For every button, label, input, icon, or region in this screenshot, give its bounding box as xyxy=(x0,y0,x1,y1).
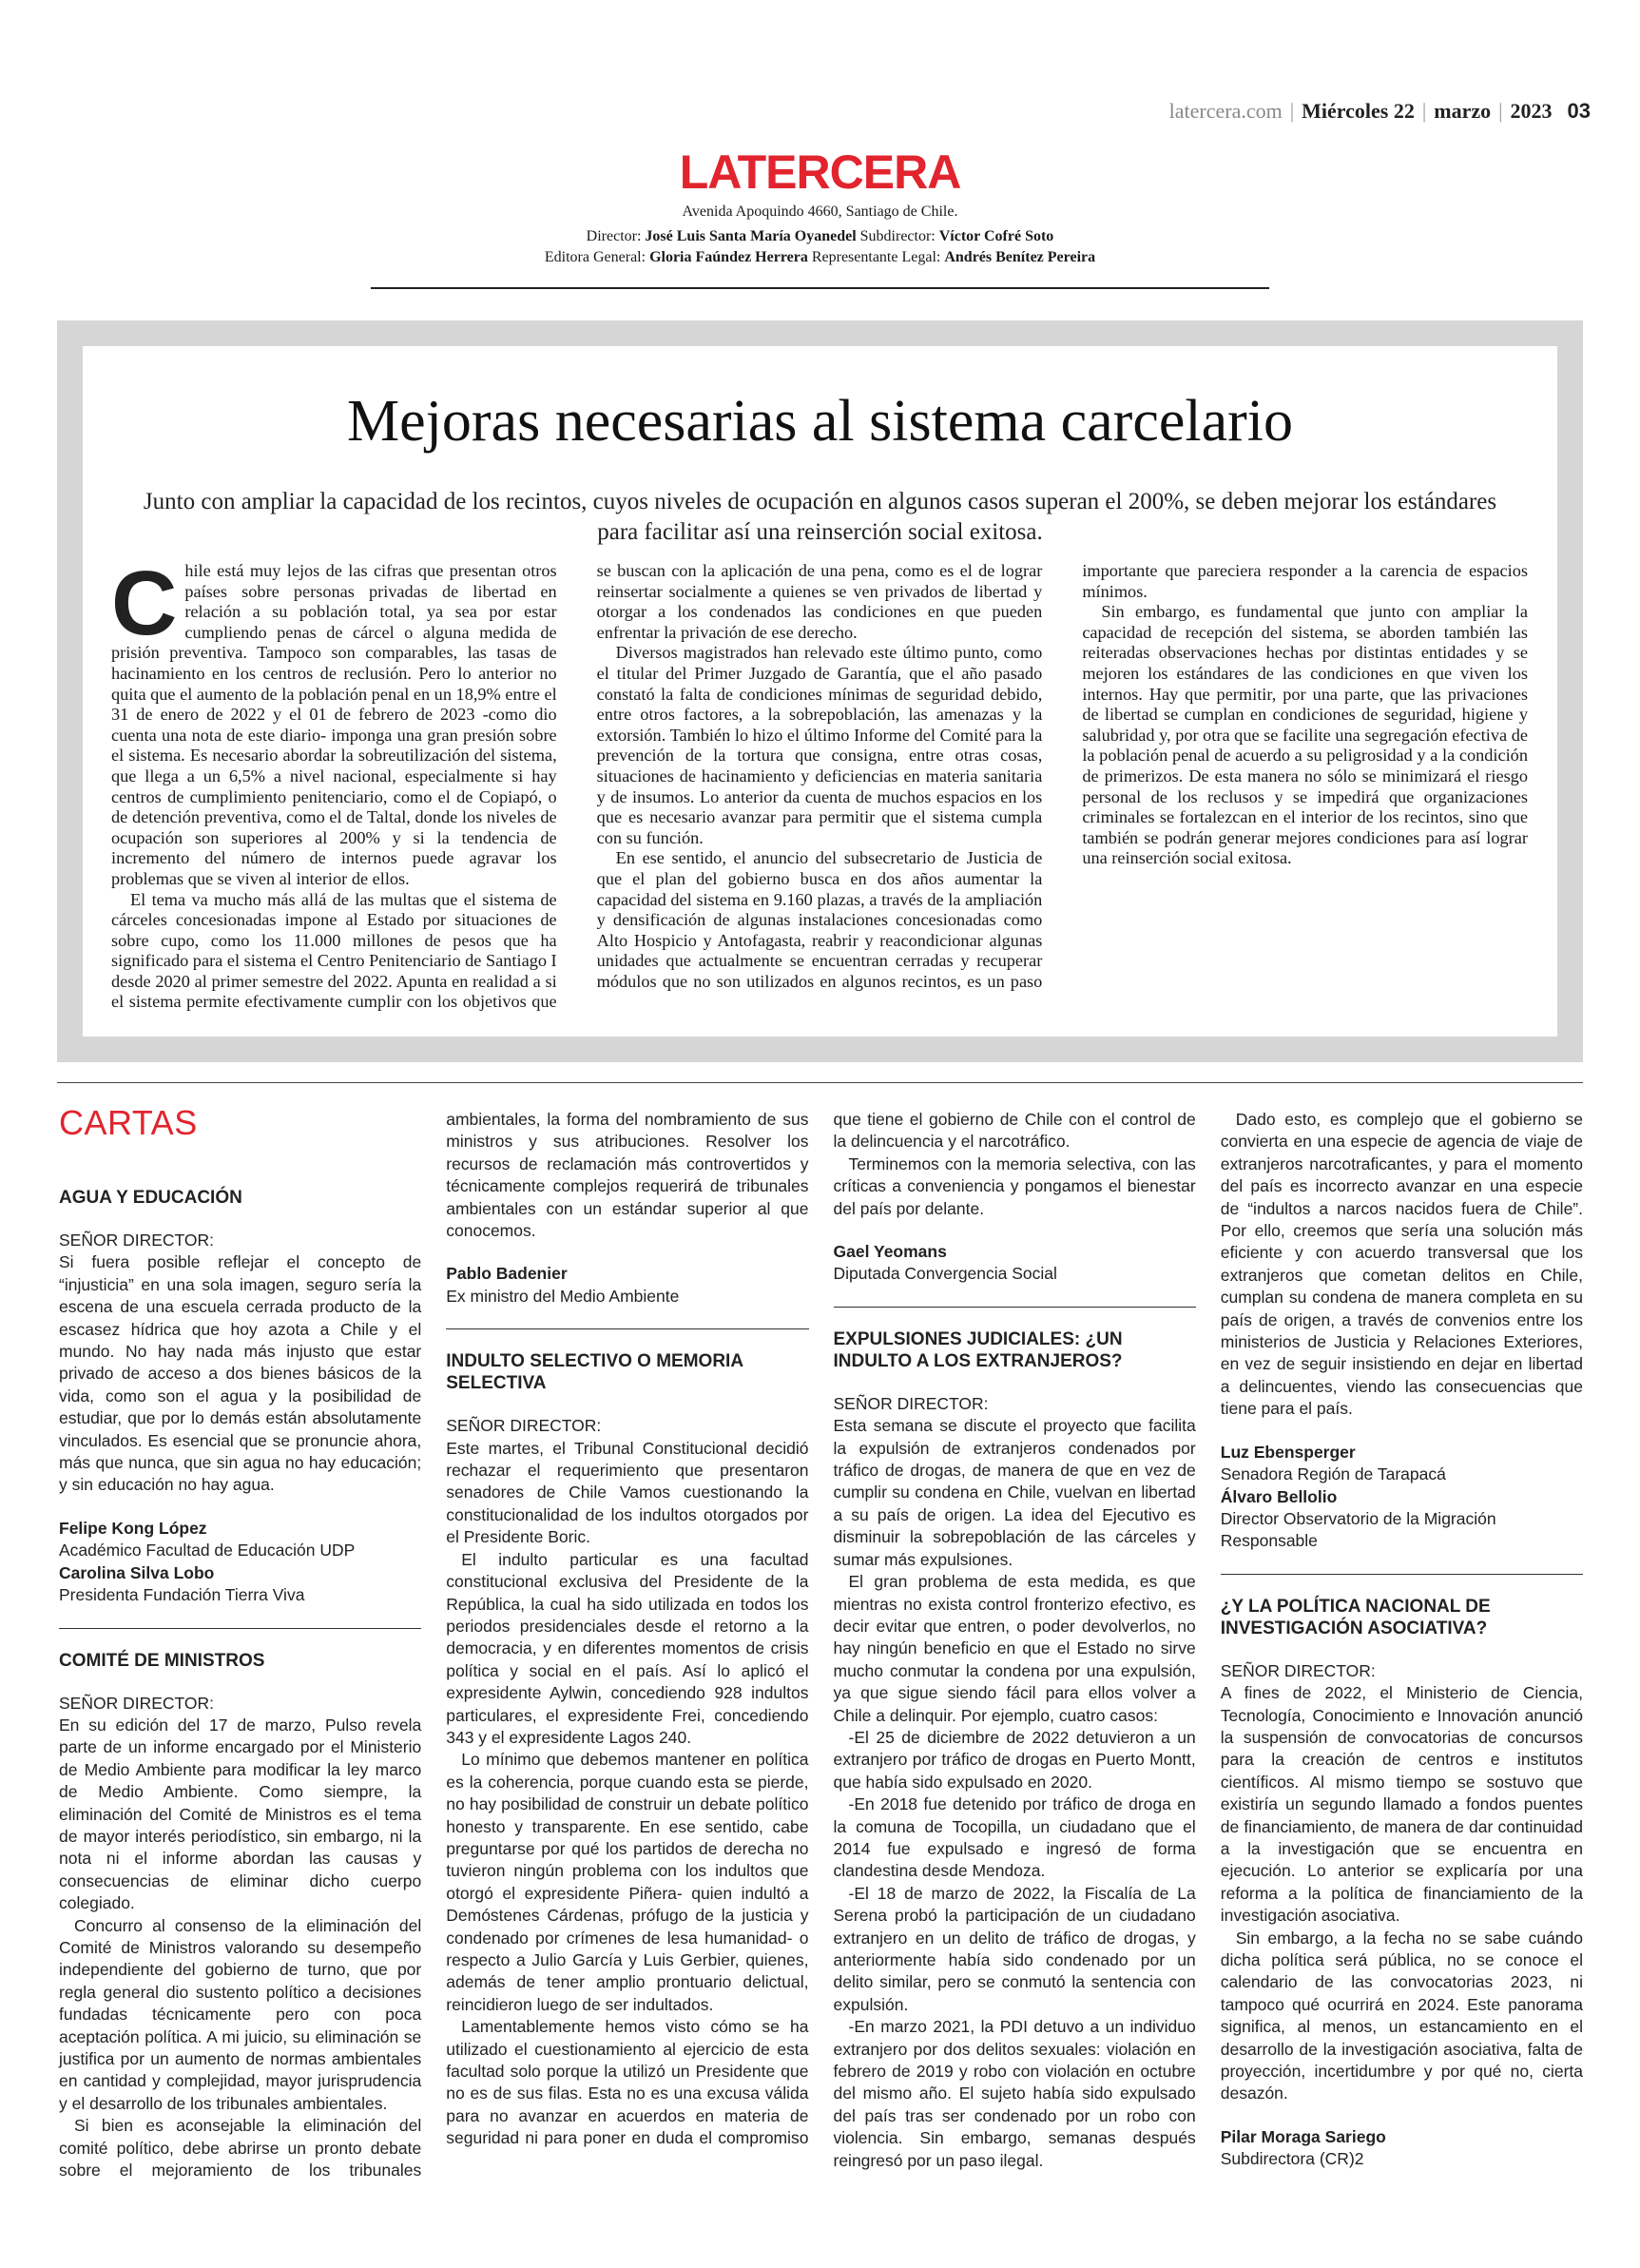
letter-title: ¿Y LA POLÍTICA NACIONAL DE INVESTIGACIÓN ASOCIATIVA? xyxy=(1220,1596,1491,1638)
letter-paragraph: -En marzo 2021, la PDI detuvo a un individuo extranjero por dos delitos sexuales: violación en febrero de 2019 y robo con violación en octubre del mismo año. El sujeto había sido expulsado del país tras ser condenado por un robo con violencia. Sin embargo, semanas después reingresó por un paso ilegal. xyxy=(833,2017,1196,2170)
letter-paragraph: -El 25 de diciembre de 2022 detuvieron a un extranjero por tráfico de drogas en Puerto Montt, que había sido expulsado en 2020. xyxy=(833,1727,1196,1792)
letter-salutation: SEÑOR DIRECTOR: xyxy=(446,1416,602,1436)
letter-paragraph: A fines de 2022, el Ministerio de Ciencia, Tecnología, Conocimiento e Innovación anunció la suspensión de convocatorias de concursos para la creación de centros e institutos científicos. Al mismo tiempo se sostuvo que existiría un segundo llamado a fondos puentes de financiamiento, de manera de dar continuidad a la investigación que se encuentra en ejecución. Lo anterior se explicaría por una reforma a la política de financiamiento de la investigación asociativa. xyxy=(1220,1683,1583,1926)
page-number: 03 xyxy=(1567,99,1591,123)
letter-paragraph: El indulto particular es una facultad constitucional exclusiva del Presidente de la República, la cual ha sido utilizada en todos los periodos presidenciales desde el retorno a la democracia, y en diferentes momentos de crisis política y social en el país. Así lo aplicó el expresidente Aylwin, concediendo 928 indultos particulares, el expresidente Frei, concediendo 343 y el expresidente Lagos 240. xyxy=(446,1549,809,1747)
staff-credits xyxy=(0,226,1640,268)
letter-signature xyxy=(1221,2126,1583,2171)
letter-paragraph: -En 2018 fue detenido por tráfico de droga en la comuna de Tocopilla, un ciudadano que el 2014 fue expulsado e ingresó de forma clandestina desde Mendoza. xyxy=(833,1794,1196,1881)
letters-section xyxy=(59,1109,1583,2183)
letter-paragraph: Este martes, el Tribunal Constitucional decidió rechazar el requerimiento que presentaron senadores de Chile Vamos cuestionando la constitucionalidad de los indultos otorgados por el Presidente Boric. xyxy=(446,1438,809,1547)
cartas-section-title: CARTAS xyxy=(59,1103,198,1142)
signer-name: Gael Yeomans xyxy=(833,1242,947,1262)
subdirector-name: Víctor Cofré Soto xyxy=(938,228,1054,244)
letter-salutation: SEÑOR DIRECTOR: xyxy=(1220,1660,1376,1680)
editorial-paragraph xyxy=(111,552,557,890)
letter-paragraph: Si bien es aconsejable la eliminación del comité político, debe abrirse un pronto debate sobre el mejoramiento de los tribunales ambientales, la forma del nombramiento de sus ministros y sus atribuciones. Resolver los recursos de reclamación más controvertidos y técnicamente complejos requerirá de tribunales ambientales con un estándar superior al que conocemos. xyxy=(59,1110,809,2181)
representante-label: Representante Legal: xyxy=(811,249,941,265)
letter-paragraph: Lo mínimo que debemos mantener en política es la coherencia, porque cuando esta se pierde, no hay posibilidad de construir un debate político honesto y transparente. En ese sentido, cabe preguntarse por qué los partidos de derecha no tuvieron ningún problema con los indultos que otorgó el expresidente Piñera- quien indultó a Demóstenes Cárdenas, prófugo de la justicia y condenado por crímenes de lesa humanidad- o respecto a Julio García y Luis Gerbier, quienes, además de tener amplio prontuario delictual, reincidieron luego de ser indultados. xyxy=(446,1750,809,2014)
signer-role: Subdirectora (CR)2 xyxy=(1220,2149,1364,2169)
signer-name: Pilar Moraga Sariego xyxy=(1220,2126,1386,2146)
letter-signature xyxy=(1221,1442,1583,1553)
date-day: Miércoles 22 xyxy=(1302,99,1415,123)
letter-paragraph: Si fuera posible reflejar el concepto de “injusticia” en una sola imagen, seguro sería la escena de una escuela cerrada producto de la escasez hídrica que hoy azota a Chile y el mundo. No hay nada más injusto que estar privado de acceso a dos bienes básicos de la vida, como son el agua y la posibilidad de estudiar, que por lo demás están absolutamente vinculados. Es esencial que se pronuncie ahora, más que nunca, que sin agua no hay educación; y sin educación no hay agua. xyxy=(59,1252,422,1495)
editorial-deck: Junto con ampliar la capacidad de los recintos, cuyos niveles de ocupación en algunos casos superan el 200%, se deben mejorar los estándares para facilitar así una reinserción social exitosa. xyxy=(143,489,1497,545)
director-name: José Luis Santa María Oyanedel xyxy=(645,228,857,244)
letter-divider xyxy=(834,1307,1196,1308)
letter-paragraph: Terminemos con la memoria selectiva, con las críticas a conveniencia y pongamos el bienestar del país por delante. xyxy=(833,1153,1196,1218)
date-month: marzo xyxy=(1434,99,1492,123)
letter-title: COMITÉ DE MINISTROS xyxy=(59,1650,265,1671)
letter-paragraph: Concurro al consenso de la eliminación del Comité de Ministros valorando su desempeño independiente del gobierno de turno, que por regla general dio sustento político a decisiones fundadas técnicamente pero con poca aceptación política. A mi juicio, su eliminación se justifica por un aumento de normas ambientales en cantidad y complejidad, mayor jurisprudencia y el desarrollo de los tribunales ambientales. xyxy=(59,1915,422,2113)
editorial-title: Mejoras necesarias al sistema carcelario xyxy=(347,389,1293,454)
letter-title: AGUA Y EDUCACIÓN xyxy=(59,1188,242,1208)
signer-role: Ex ministro del Medio Ambiente xyxy=(446,1286,680,1306)
letter-investigacion-asociativa xyxy=(1221,1596,1583,2171)
subdirector-label: Subdirector: xyxy=(859,228,936,244)
signer-name: Carolina Silva Lobo xyxy=(59,1562,215,1582)
editora-name: Gloria Faúndez Herrera xyxy=(649,249,808,265)
letter-salutation: SEÑOR DIRECTOR: xyxy=(59,1231,215,1250)
letter-paragraph: Esta semana se discute el proyecto que facilita la expulsión de extranjeros condenados por tráfico de drogas, de manera de que en vez de cumplir su condena en Chile, vuelvan en libertad a su país de origen. La idea del Ejecutivo es disminuir la sobrepoblación de las cárceles y sumar más expulsiones. xyxy=(833,1416,1196,1569)
editorial-box xyxy=(83,346,1557,1037)
signer-name: Felipe Kong López xyxy=(59,1518,207,1538)
editorial-paragraph-text: hile está muy lejos de las cifras que presentan otros países sobre personas privadas de libertad en relación a su población total, ya sea por estar cumpliendo penas de cárcel o alguna medida de prisión preventiva. Tampoco son comparables, las tasas de hacinamiento en los centros de reclusión. Pero lo anterior no quita que el aumento de la población penal en un 18,9% entre el 31 de enero de 2022 y el 01 de febrero de 2023 -como dio cuenta una nota de este diario- imponga una gran presión sobre el sistema. Es necesario abordar la sobreutilización del sistema, que llega a un 6,5% a nivel nacional, especialmente si hay centros de cumplimiento penitenciario, como el de Copiapó, o de detención preventiva, como el de Taltal, donde los niveles de ocupación son superiores al 200% y si la tendencia de incremento del número de internos puede agravar los problemas que se viven al interior de ellos. xyxy=(111,561,557,888)
editora-label: Editora General: xyxy=(544,249,646,265)
signer-name: Luz Ebensperger xyxy=(1220,1442,1356,1462)
letter-title: EXPULSIONES JUDICIALES: ¿UN INDULTO A LOS EXTRANJEROS? xyxy=(833,1328,1123,1371)
letter-paragraph: Dado esto, es complejo que el gobierno se convierta en una especie de agencia de viaje de extranjeros narcotraficantes, y para el momento del país es incorrecto avanzar en una especie de “indultos a narcos nacidos fuera de Chile”. Por ello, creemos que sería una solución más eficiente y con acuerdo transversal que los extranjeros que cometan delitos en Chile, cumplan su condena de manera completa en su país de origen, a través de convenios entre los ministerios de Justicia y Relaciones Exteriores, en vez de seguir insistiendo en dejar en libertad a delincuentes, viendo las consecuencias que tiene para el país. xyxy=(1220,1110,1583,1419)
drop-cap: C xyxy=(111,552,178,654)
letter-paragraph: En su edición del 17 de marzo, Pulso revela parte de un informe encargado por el Ministerio de Medio Ambiente para modificar la ley marco de Medio Ambiente. Como siempre, la eliminación del Comité de Ministros es el tema de mayor interés periodístico, sin embargo, ni la nota ni el informe abordan las causas y consecuencias de eliminar dicho cuerpo colegiado. xyxy=(59,1715,422,1913)
signer-role: Académico Facultad de Educación UDP xyxy=(59,1541,356,1560)
editorial-paragraph: Diversos magistrados han relevado este último punto, como el titular del Primer Juzgado de Garantía, que el año pasado constató la falta de condiciones mínimas de seguridad debido, entre otros factores, a la sobrepoblación, las amenazas y la extorsión. También lo hizo el último Informe del Comité para la prevención de la tortura que consigna, entre otras cosas, situaciones de hacinamiento y deficiencias en materia sanitaria y de insumos. Lo anterior da cuenta de muchos espacios en los que es necesario avanzar para permitir que el sistema cumpla con su función. xyxy=(596,643,1043,847)
editorial-frame xyxy=(57,320,1583,1062)
letter-divider xyxy=(1221,1574,1583,1575)
signer-role: Diputada Convergencia Social xyxy=(833,1264,1057,1284)
letter-salutation: SEÑOR DIRECTOR: xyxy=(59,1693,215,1713)
signer-name: Álvaro Bellolio xyxy=(1220,1486,1338,1506)
editorial-paragraph: Sin embargo, es fundamental que junto con ampliar la capacidad de recepción del sistema, se aborden también las reiteradas observaciones hechas por distintas entidades y se mejoren los estándares de las condiciones en que viven los internos. Hay que permitir, por una parte, que las privaciones de libertad se cumplan en condiciones de seguridad, higiene y salubridad y, por otra que se facilite una segregación efectiva de la población penal de acuerdo a su peligrosidad y a la condición de primerizos. De esta manera no sólo se minimizará el riesgo personal de los reclusos y se impedirá que organizaciones criminales se fortalezcan en el interior de los recintos, sino que también se podrán generar mejores condiciones para así lograr una reinserción social exitosa. xyxy=(1082,602,1528,868)
letter-paragraph: Lamentablemente hemos visto cómo se ha utilizado el cuestionamiento al ejercicio de esta facultad solo porque la utilizó un Presidente que no es de sus filas. Esta no es una excusa válida para no avanzar en acuerdos en materia de seguridad ni para poner en duda el compromiso que tiene el gobierno de Chile con el control de la delincuencia y el narcotráfico. xyxy=(446,1110,1196,2148)
letter-paragraph: El gran problema de esta medida, es que mientras no exista control fronterizo efectivo, es decir evitar que entren, o poder devolverlos, no hay ningún beneficio en que el Estado no sirve mucho conmutar la condena por una expulsión, ya que sigue siendo fácil para ellos volver a Chile a delinquir. Por ejemplo, cuatro casos: xyxy=(833,1572,1196,1725)
letter-agua-educacion xyxy=(59,1187,421,1607)
address: Avenida Apoquindo 4660, Santiago de Chile. xyxy=(682,204,958,220)
letter-divider xyxy=(59,1628,421,1629)
signer-role: Director Observatorio de la Migración Responsable xyxy=(1220,1508,1496,1551)
section-divider xyxy=(57,1082,1583,1083)
header-divider xyxy=(371,287,1269,289)
editorial-paragraph: El tema va mucho más allá de las multas que el sistema de cárceles concesionadas impone al Estado por situaciones de sobre cupo, como los 11.000 millones de pesos que ha significado para el sistema el Centro Penitenciario de Santiago I desde 2020 al primer semestre del 2022. Apunta en realidad a si el sistema permite efectivamente cumplir con los objetivos que se buscan con la aplicación de una pena, como es el de lograr reinsertar socialmente a quienes se ven privados de libertad y otorgar a los condenados las condiciones en que pueden enfrentar la privación de ese derecho. xyxy=(111,561,1043,1012)
newspaper-logo: LATERCERA xyxy=(679,145,961,199)
site-url[interactable]: latercera.com xyxy=(1168,99,1283,123)
letter-title: INDULTO SELECTIVO O MEMORIA SELECTIVA xyxy=(446,1351,743,1394)
editorial-body xyxy=(111,552,1528,1027)
signer-role: Senadora Región de Tarapacá xyxy=(1220,1464,1446,1484)
page-dateline: latercera.com | Miércoles 22 | marzo | 2023 03 xyxy=(1168,99,1591,123)
representante-name: Andrés Benítez Pereira xyxy=(944,249,1096,265)
director-label: Director: xyxy=(586,228,642,244)
letter-signature xyxy=(834,1241,1196,1286)
date-year: 2023 xyxy=(1510,99,1553,123)
signer-role: Presidenta Fundación Tierra Viva xyxy=(59,1585,305,1605)
letter-divider xyxy=(446,1328,808,1329)
signer-name: Pablo Badenier xyxy=(446,1264,568,1284)
masthead xyxy=(0,145,1640,268)
letter-signature xyxy=(59,1518,421,1607)
letter-paragraph: Sin embargo, a la fecha no se sabe cuándo dicha política será pública, no se conoce el calendario de las convocatorias 2023, ni tampoco qué ocurrirá en 2024. Este panorama significa, al menos, un estancamiento en el desarrollo de la investigación asociativa, falta de proyección, incertidumbre y por qué no, cierta desazón. xyxy=(1220,1928,1583,2103)
letter-signature xyxy=(446,1263,808,1308)
letter-paragraph: -El 18 de marzo de 2022, la Fiscalía de La Serena probó la participación de un ciudadano extranjero en un delito de tráfico de drogas, y anteriormente había sido condenado por un delito similar, pero se conmutó la sentencia con expulsión. xyxy=(833,1883,1196,2014)
letter-salutation: SEÑOR DIRECTOR: xyxy=(833,1393,989,1413)
editorial-paragraph: En ese sentido, el anuncio del subsecretario de Justicia de que el plan del gobierno busca en dos años aumentar la capacidad del sistema en 9.160 plazas, a través de la ampliación y densificación de algunas instalaciones concesionadas como Alto Hospicio y Antofagasta, reabrir y reacondicionar algunas unidades que actualmente se encuentran cerradas y recuperar módulos que no son utilizados en algunos recintos, es un paso importante que pareciera responder a la carencia de espacios mínimos. xyxy=(596,561,1528,991)
